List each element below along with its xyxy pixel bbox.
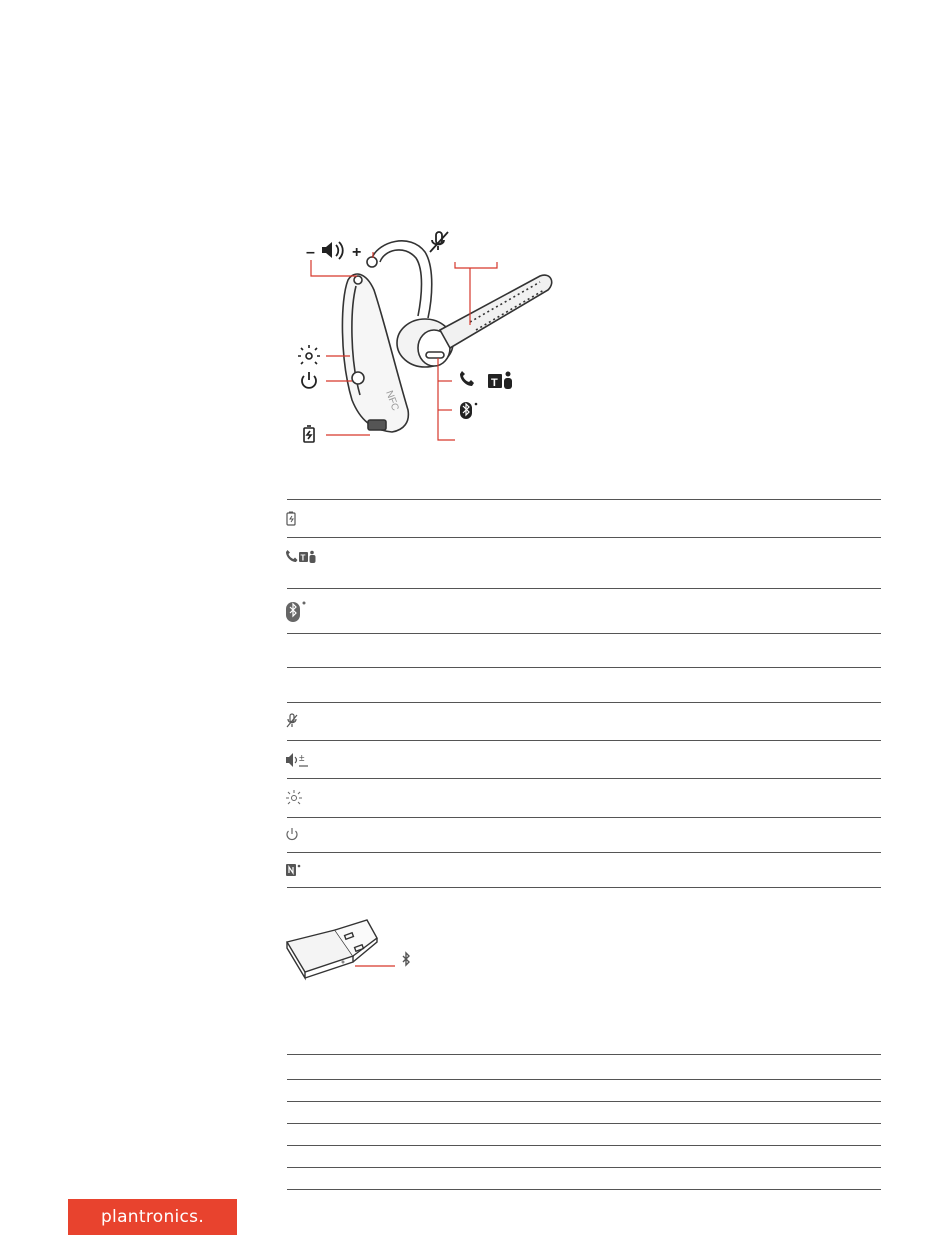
volume-icon <box>306 242 361 261</box>
table-rule <box>287 778 881 779</box>
adapter-table-rule <box>287 1189 881 1190</box>
bluetooth-icon <box>403 953 409 965</box>
led-icon <box>298 345 320 364</box>
nfc-icon <box>285 863 303 881</box>
adapter-table-rule <box>287 1054 881 1055</box>
table-rule <box>287 817 881 818</box>
adapter-table-rule <box>287 1167 881 1168</box>
nfc-label: NFC <box>383 389 401 413</box>
table-rule <box>287 702 881 703</box>
adapter-table-rule <box>287 1079 881 1080</box>
table-rule <box>287 887 881 888</box>
mute-icon <box>430 232 448 252</box>
table-rule <box>287 667 881 668</box>
table-rule <box>287 537 881 538</box>
power-icon <box>302 372 316 388</box>
table-rule <box>287 588 881 589</box>
table-rule <box>287 633 881 634</box>
battery-charge-icon <box>285 511 299 529</box>
teams-icon <box>488 372 512 390</box>
call-teams-icon <box>285 550 317 568</box>
svg-text:T: T <box>491 377 498 389</box>
bluetooth-icon <box>285 600 307 618</box>
power-icon <box>285 827 299 845</box>
table-rule <box>287 852 881 853</box>
led-icon <box>285 789 303 807</box>
charge-port-icon <box>304 426 314 442</box>
adapter-table-rule <box>287 1145 881 1146</box>
logo-text: plantronics. <box>100 1207 205 1227</box>
call-icon <box>460 371 474 386</box>
adapter-table-rule <box>287 1101 881 1102</box>
svg-text:+: + <box>352 244 362 261</box>
table-rule <box>287 499 881 500</box>
headset-diagram <box>0 0 950 470</box>
headset-illustration <box>342 241 551 432</box>
svg-text:±: ± <box>299 753 305 764</box>
mute-icon <box>285 713 299 731</box>
svg-text:T: T <box>300 553 306 563</box>
adapter-table-rule <box>287 1123 881 1124</box>
bluetooth-icon <box>460 402 477 419</box>
volume-icon <box>285 752 311 770</box>
svg-text:–: – <box>306 244 315 261</box>
plantronics-logo <box>68 1199 237 1235</box>
usb-adapter-illustration <box>275 912 435 992</box>
table-rule <box>287 740 881 741</box>
